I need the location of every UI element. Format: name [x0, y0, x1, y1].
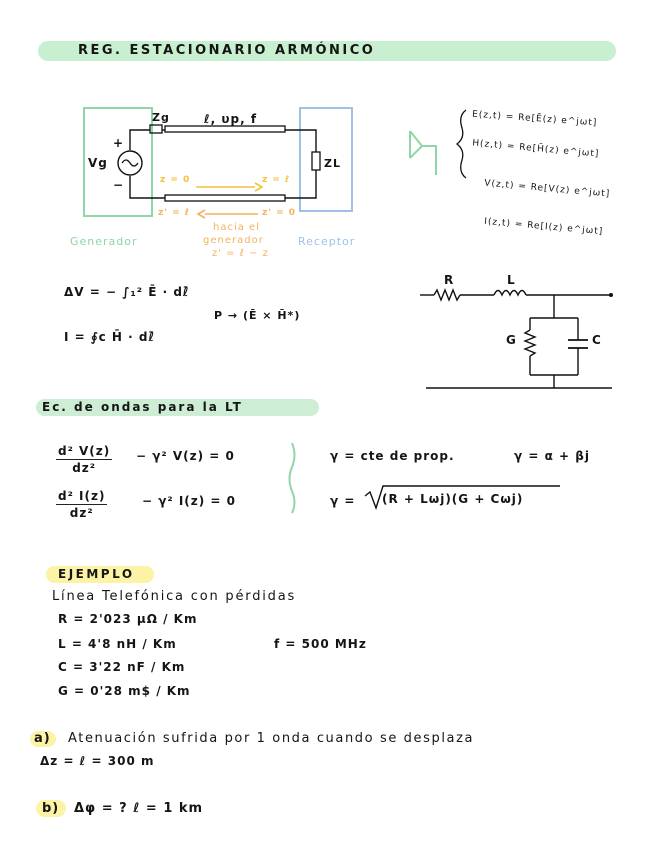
minus-sign: − [113, 178, 125, 192]
line-top-conductor [165, 126, 285, 132]
example-f: f = 500 MHz [274, 637, 367, 651]
i-derivative-den: dz² [69, 506, 94, 520]
resistor-r [434, 290, 460, 300]
v-derivative [56, 444, 112, 475]
gamma-split: γ = α + βj [514, 449, 590, 463]
wave-section-title: Ec. de ondas para la LT [42, 400, 243, 414]
toward-generator-2: generador [203, 235, 264, 246]
z-ell-label: z = ℓ [262, 175, 291, 185]
part-a-text: Atenuación sufrida por 1 onda cuando se desplaza [68, 731, 475, 746]
example-g: G = 0'28 m$ / Km [58, 684, 191, 698]
zg-label: Zg [152, 111, 170, 124]
i-wave-rest: − γ² I(z) = 0 [142, 494, 237, 508]
gamma-radicand: (R + Lωj)(G + Cωj) [382, 492, 524, 506]
example-c: C = 3'22 nF / Km [58, 660, 186, 674]
gamma-lhs: γ = [330, 494, 356, 508]
rlgc-r-label: R [444, 273, 455, 287]
part-b-label: b) [42, 801, 60, 816]
i-derivative-num: d² I(z) [58, 489, 106, 503]
generator-label: Generador [70, 235, 138, 248]
voltage-integral: ΔV = − ∫₁² Ē · dℓ̄ [64, 285, 190, 299]
toward-generator-1: hacia el [213, 222, 260, 233]
zprime-ell-label: z' = ℓ [158, 208, 191, 218]
rlgc-c-label: C [592, 333, 602, 347]
line-params-label: ℓ, υp, f [204, 112, 258, 126]
v-wave-rest: − γ² V(z) = 0 [136, 449, 235, 463]
poynting-relation: P → (Ē × H̄*) [214, 309, 301, 322]
part-b-text: Δφ = ? ℓ = 1 km [74, 801, 204, 816]
capacitor-c [568, 340, 588, 348]
phasor-h: H(z,t) = Re[H̄(z) e^jωt] [471, 138, 600, 160]
z-zero-label: z = 0 [160, 175, 191, 185]
line-bottom-conductor [165, 195, 285, 201]
v-derivative-den: dz² [72, 461, 97, 475]
zprime-zero-label: z' = 0 [262, 208, 297, 218]
phasor-v: V(z,t) = Re[V(z) e^jωt] [483, 178, 611, 200]
example-subtitle: Línea Telefónica con pérdidas [52, 589, 297, 604]
page-title: REG. ESTACIONARIO ARMÓNICO [78, 43, 376, 58]
current-integral: I = ∮c H̄ · dℓ̄ [64, 330, 156, 344]
i-derivative [56, 489, 107, 520]
phasor-i: I(z,t) = Re[I(z) e^jωt] [483, 216, 604, 238]
zl-impedance [312, 152, 320, 170]
example-l: L = 4'8 nH / Km [58, 637, 177, 651]
phasor-e: E(z,t) = Re[Ē(z) e^jωt] [471, 109, 598, 129]
inductor-l [494, 291, 526, 296]
vg-label: Vg [88, 156, 108, 170]
antenna-icon [410, 131, 436, 175]
example-heading: EJEMPLO [58, 567, 135, 581]
resistor-g [525, 330, 535, 356]
example-r: R = 2'023 μΩ / Km [58, 612, 198, 626]
part-a-label: a) [34, 731, 51, 746]
receiver-label: Receptor [298, 235, 356, 248]
zl-label: ZL [324, 157, 341, 170]
plus-sign: + [113, 136, 125, 150]
rlgc-g-label: G [506, 333, 517, 347]
zprime-relation: z' = ℓ − z [212, 248, 269, 259]
part-a-detail: Δz = ℓ = 300 m [40, 754, 155, 768]
wave-eq-bracket [290, 443, 295, 513]
v-derivative-num: d² V(z) [58, 444, 111, 458]
rlgc-l-label: L [507, 273, 516, 287]
gamma-definition: γ = cte de prop. [330, 449, 455, 463]
